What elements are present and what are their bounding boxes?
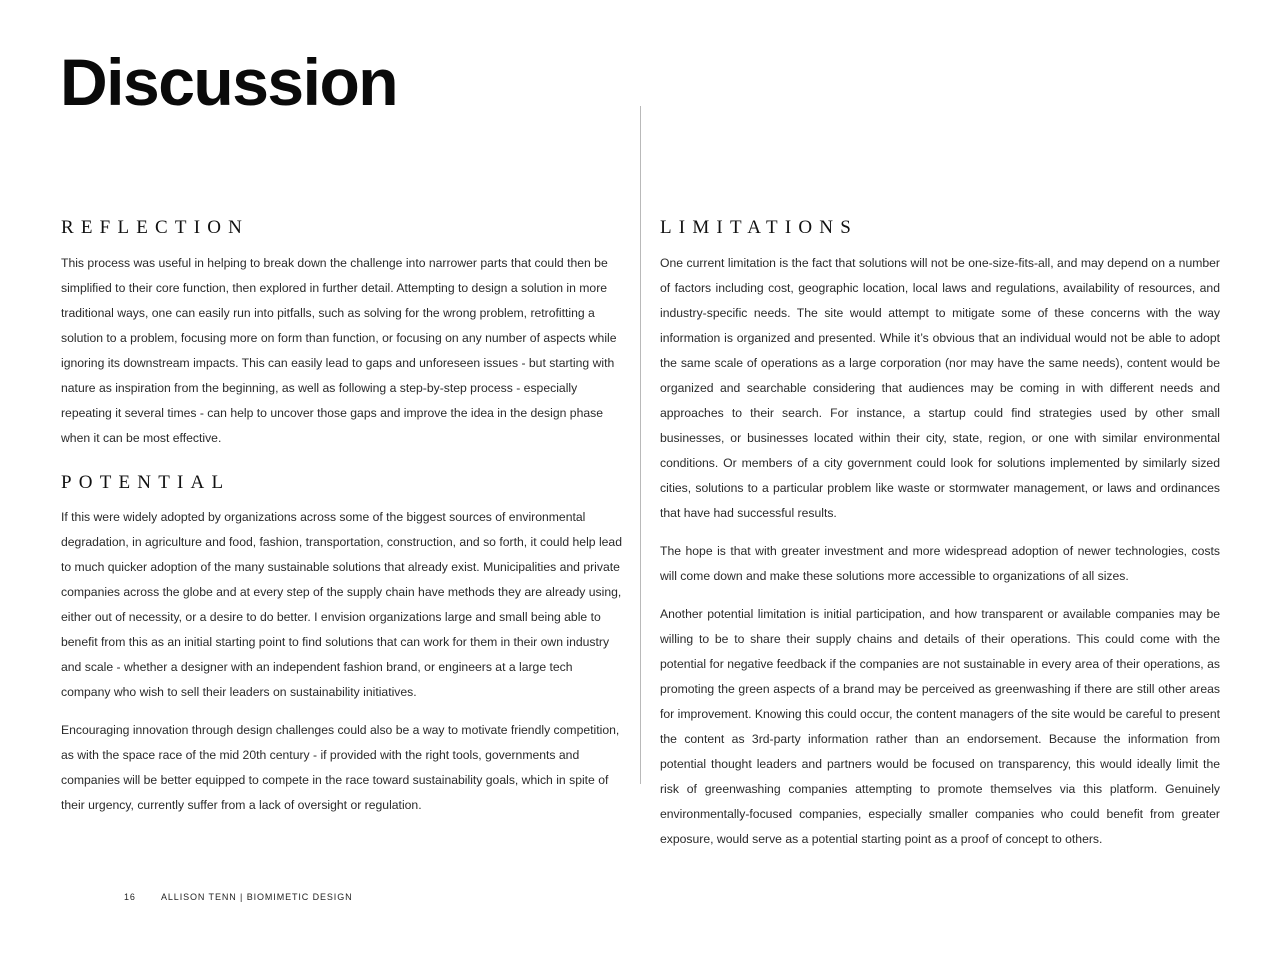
page-number: 16 [124,892,136,902]
potential-heading: POTENTIAL [61,472,231,493]
limitations-paragraph-2: The hope is that with greater investment and more widespread adoption of newer technologies, costs will come down and make these solutions more accessible to organizations of all sizes. [660,544,1220,583]
reflection-heading: REFLECTION [61,217,250,238]
column-divider [640,106,641,784]
limitations-heading: LIMITATIONS [660,217,858,238]
footer-credit: ALLISON TENN | BIOMIMETIC DESIGN [161,892,353,902]
potential-paragraph-2: Encouraging innovation through design challenges could also be a way to motivate friendly competition, as with the space race of the mid 20th century - if provided with the right tools, governments and companies will be better equipped to compete in the race toward sustainability goals, which in spite of their urgency, currently suffer from a lack of oversight or regulation. [61,723,620,812]
limitations-paragraph-3: Another potential limitation is initial participation, and how transparent or available companies may be willing to be to share their supply chains and details of their operations. This could come with the potential for negative feedback if the companies are not sustainable in every area of their operations, as promoting the green aspects of a brand may be perceived as greenwashing if there are still other areas for improvement. Knowing this could occur, the content managers of the site would be careful to present the content as 3rd-party information rather than an endorsement. Because the information from potential thought leaders and partners would be focused on transparency, this would ideally limit the risk of greenwashing companies attempting to promote themselves via this platform. Genuinely environmentally-focused companies, especially smaller companies who could benefit from greater exposure, would serve as a potential starting point as a proof of concept to others. [660,607,1220,846]
right-column [660,214,1220,852]
page-title: Discussion [60,45,398,119]
limitations-paragraph-1: One current limitation is the fact that solutions will not be one-size-fits-all, and may depend on a number of factors including cost, geographic location, local laws and regulations, availability of resources, and industry-specific needs. The site would attempt to mitigate some of these concerns with the way information is organized and presented. While it’s obvious that an individual would not be able to adopt the same scale of operations as a large corporation (nor may have the same needs), content would be organized and searchable considering that audiences may be coming in with different needs and approaches to their search. For instance, a startup could find strategies used by other small businesses, or businesses located within their city, state, region, or one with similar environmental conditions. Or members of a city government could look for solutions implemented by similarly sized cities, solutions to a particular problem like waste or stormwater management, or laws and ordinances that have had successful results. [660,256,1220,520]
potential-paragraph-1: If this were widely adopted by organizations across some of the biggest sources of environmental degradation, in agriculture and food, fashion, transportation, construction, and so forth, it could help lead to much quicker adoption of the many sustainable solutions that already exist. Municipalities and private companies across the globe and at every step of the supply chain have methods they are already using, either out of necessity, or a desire to do better. I envision organizations large and small being able to benefit from this as an initial starting point to find solutions that can work for them in their own industry and scale - whether a designer with an independent fashion brand, or engineers at a large tech company who wish to sell their leaders on sustainability initiatives. [61,510,622,699]
reflection-paragraph: This process was useful in helping to break down the challenge into narrower parts that could then be simplified to their core function, then explored in further detail. Attempting to design a solution in more traditional ways, one can easily run into pitfalls, such as solving for the wrong problem, retrofitting a solution to a problem, focusing more on form than function, or focusing on any number of aspects while ignoring its downstream impacts. This can easily lead to gaps and unforeseen issues - but starting with nature as inspiration from the beginning, as well as following a step-by-step process - especially repeating it several times - can help to uncover those gaps and improve the idea in the design phase when it can be most effective. [61,256,617,445]
left-column [61,214,623,818]
